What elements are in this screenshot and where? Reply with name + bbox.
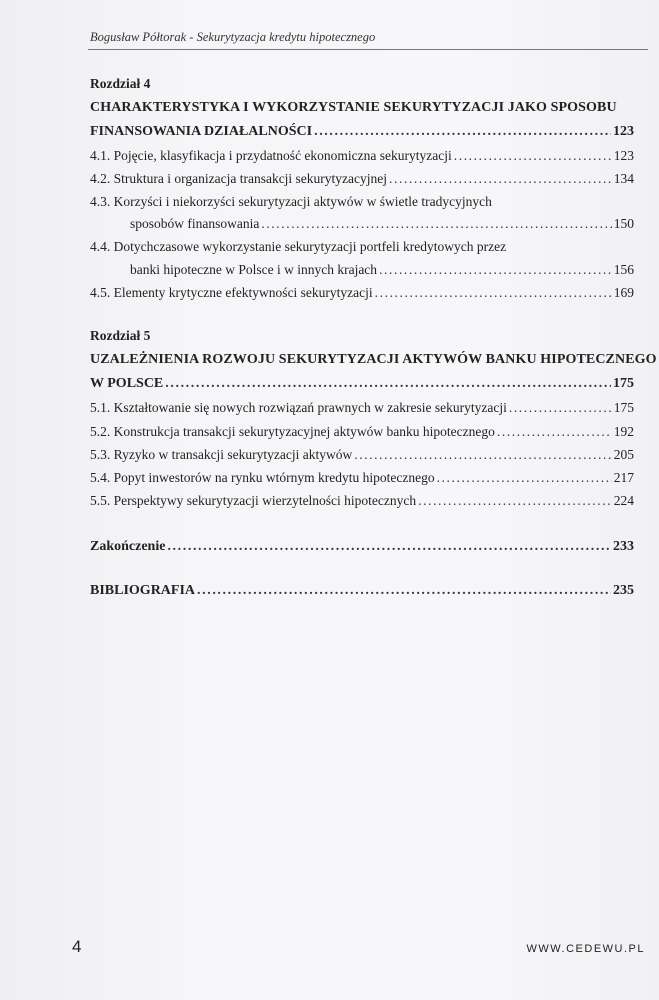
dot-leader <box>197 583 611 599</box>
chapter-5-title-entry <box>90 376 634 396</box>
toc-entry-zakonczenie <box>90 539 634 559</box>
chapter-4-title-line2: FINANSOWANIA DZIAŁALNOŚCI <box>90 124 313 139</box>
toc-entry-4-3-line1: 4.3. Korzyści i niekorzyści sekurytyzacji aktywów w świetle tradycyjnych <box>90 194 492 209</box>
publisher-url: WWW.CEDEWU.PL <box>526 943 645 955</box>
toc-entry-page: 235 <box>613 583 634 598</box>
toc-entry-page: 233 <box>613 539 634 554</box>
toc-entry-label: 5.4. Popyt inwestorów na rynku wtórnym kredytu hipotecznego <box>90 470 435 485</box>
toc-entry-label: 5.1. Kształtowanie się nowych rozwiązań prawnych w zakresie sekurytyzacji <box>90 400 507 415</box>
toc-entry-5-4 <box>90 470 634 490</box>
toc-entry-5-5 <box>90 493 634 513</box>
dot-leader <box>497 424 612 440</box>
toc-entry-label: sposobów finansowania <box>130 216 260 231</box>
dot-leader <box>509 400 612 416</box>
chapter-5-label: Rozdział 5 <box>90 328 151 343</box>
dot-leader <box>354 447 611 463</box>
dot-leader <box>454 148 612 164</box>
toc-entry-label: 5.5. Perspektywy sekurytyzacji wierzytelności hipotecznych <box>90 493 417 508</box>
toc-entry-label: 4.5. Elementy krytyczne efektywności sekurytyzacji <box>90 285 373 300</box>
toc-entry-label: 5.2. Konstrukcja transakcji sekurytyzacyjnej aktywów banku hipotecznego <box>90 424 495 439</box>
dot-leader <box>261 216 611 232</box>
dot-leader <box>165 376 611 392</box>
toc-entry-page: 134 <box>613 171 634 186</box>
dot-leader <box>437 470 612 486</box>
toc-entry-5-1 <box>90 400 634 420</box>
page-number: 4 <box>72 937 82 956</box>
toc-entry-4-4 <box>130 262 634 282</box>
toc-entry-4-1 <box>90 148 634 168</box>
toc-entry-page: 169 <box>613 285 634 300</box>
toc-entry-5-3 <box>90 447 634 467</box>
toc-entry-page: 205 <box>613 447 634 462</box>
dot-leader <box>167 539 611 555</box>
toc-entry-page: 150 <box>613 216 634 231</box>
chapter-4-title-line1: CHARAKTERYSTYKA I WYKORZYSTANIE SEKURYTYZACJI JAKO SPOSOBU <box>90 100 617 115</box>
chapter-5-title-line2: W POLSCE <box>90 376 164 391</box>
chapter-5-title-line1: UZALEŻNIENIA ROZWOJU SEKURYTYZACJI AKTYWÓW BANKU HIPOTECZNEGO <box>90 352 657 367</box>
toc-entry-4-5 <box>90 285 634 305</box>
toc-entry-4-2 <box>90 171 634 191</box>
toc-entry-page: 217 <box>613 470 634 485</box>
toc-entry-label: banki hipoteczne w Polsce i w innych krajach <box>130 262 378 277</box>
toc-entry-label: 5.3. Ryzyko w transakcji sekurytyzacji aktywów <box>90 447 353 462</box>
toc-entry-label: 4.2. Struktura i organizacja transakcji sekurytyzacyjnej <box>90 171 388 186</box>
running-head: Bogusław Półtorak - Sekurytyzacja kredytu hipotecznego <box>90 30 376 44</box>
dot-leader <box>375 285 612 301</box>
toc-entry-label: 4.1. Pojęcie, klasyfikacja i przydatność ekonomiczna sekurytyzacji <box>90 148 452 163</box>
toc-entry-page: 156 <box>613 262 634 277</box>
chapter-4-page: 123 <box>613 124 634 139</box>
chapter-5-page: 175 <box>613 376 634 391</box>
toc-entry-page: 192 <box>613 424 634 439</box>
dot-leader <box>418 493 612 509</box>
toc-entry-4-3 <box>130 216 634 236</box>
toc-entry-bibliografia <box>90 583 634 603</box>
toc-entry-4-4-line1: 4.4. Dotychczasowe wykorzystanie sekurytyzacji portfeli kredytowych przez <box>90 239 507 254</box>
dot-leader <box>314 124 611 140</box>
header-rule <box>88 49 648 50</box>
toc-entry-page: 123 <box>613 148 634 163</box>
toc-entry-5-2 <box>90 424 634 444</box>
toc-entry-label: BIBLIOGRAFIA <box>90 583 196 598</box>
toc-entry-label: Zakończenie <box>90 539 166 554</box>
chapter-4-label: Rozdział 4 <box>90 76 151 91</box>
dot-leader <box>379 262 612 278</box>
dot-leader <box>389 171 612 187</box>
chapter-4-title-entry <box>90 124 634 144</box>
toc-entry-page: 224 <box>613 493 634 508</box>
toc-entry-page: 175 <box>613 400 634 415</box>
